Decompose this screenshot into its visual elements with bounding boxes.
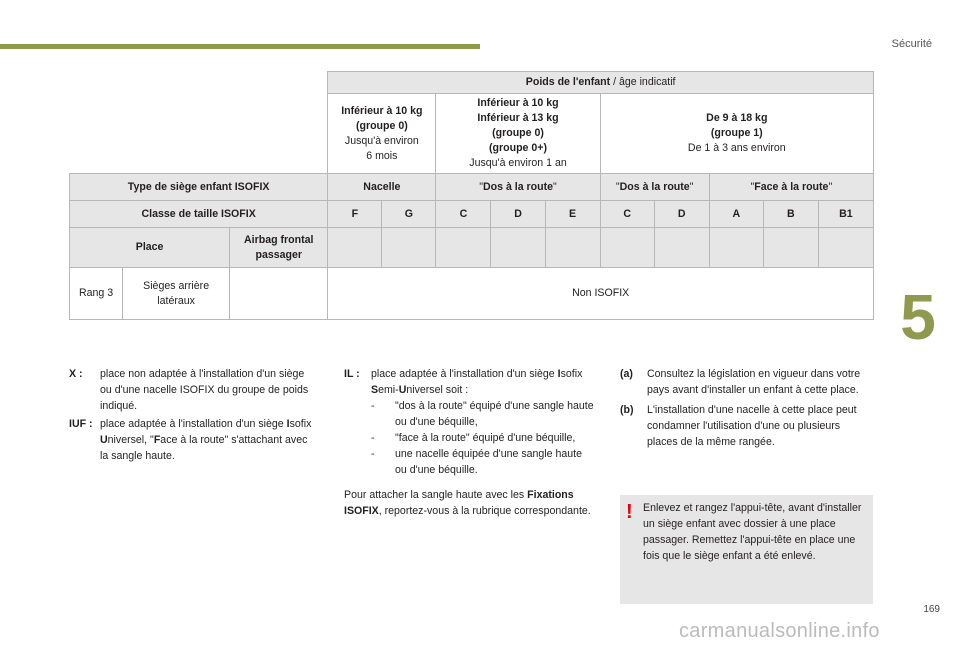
class-cell: B1 (818, 201, 873, 228)
group-0plus-header: Inférieur à 10 kg Inférieur à 13 kg (groupe 0) (groupe 0+) Jusqu'à environ 1 an (436, 94, 600, 174)
class-cell: F (328, 201, 382, 228)
note-b: (b) L'installation d'une nacelle à cette place peut condamner l'utilisation d'une ou plusieurs places de la même rangée. (620, 404, 857, 448)
class-cell: D (491, 201, 545, 228)
empty-cell (654, 228, 709, 268)
warning-text: Enlevez et rangez l'appui-tête, avant d'installer un siège enfant avec dossier à une place passager. Remettez l'appui-tête en place une fois que le siège enfant a été enlevé. (643, 502, 862, 562)
type-rear-facing: "Dos à la route" (436, 174, 600, 201)
class-label: Classe de taille ISOFIX (70, 201, 328, 228)
class-cell: C (436, 201, 491, 228)
class-cell: E (545, 201, 600, 228)
legend-x: X : place non adaptée à l'installation d'un siège ou d'une nacelle ISOFIX du groupe de poids indiqué. (69, 368, 309, 412)
note-a: (a) Consultez la législation en vigueur dans votre pays avant d'installer un enfant à cette place. (620, 368, 861, 396)
il-list-item: - "dos à la route" équipé d'une sangle haute ou d'une béquille, (371, 400, 594, 428)
warning-box (620, 495, 873, 604)
chapter-number: 5 (900, 281, 936, 353)
empty-cell (818, 228, 873, 268)
group-0-header: Inférieur à 10 kg (groupe 0) Jusqu'à environ 6 mois (328, 94, 436, 174)
seat-cell: Sièges arrière latéraux (123, 268, 230, 320)
type-label: Type de siège enfant ISOFIX (70, 174, 328, 201)
place-label: Place (70, 228, 230, 268)
group-1-header: De 9 à 18 kg (groupe 1) De 1 à 3 ans environ (600, 94, 873, 174)
class-cell: C (600, 201, 654, 228)
empty-cell (763, 228, 818, 268)
section-title: Sécurité (891, 38, 932, 50)
airbag-cell (230, 268, 328, 320)
airbag-label: Airbag frontal passager (230, 228, 328, 268)
weight-header: Poids de l'enfant / âge indicatif (328, 72, 874, 94)
empty-cell (491, 228, 545, 268)
legend-il: IL : place adaptée à l'installation d'un siège Isofix Semi-Universel soit : - "dos à la route" équipé d'une sangle haute ou d'une béquille, - "face à la route" équipé d'une béquille, - une nacelle équipée d'une sangle haute ou d'une béquille. (344, 368, 594, 476)
il-list-item: - "face à la route" équipé d'une béquille, (371, 432, 576, 444)
type-forward-facing: "Face à la route" (709, 174, 873, 201)
empty-cell (545, 228, 600, 268)
page-number: 169 (923, 604, 940, 615)
warning-icon: ! (626, 501, 633, 523)
type-nacelle: Nacelle (328, 174, 436, 201)
empty-cell (600, 228, 654, 268)
header-accent-bar (0, 44, 480, 49)
il-list-item: - une nacelle équipée d'une sangle haute ou d'une béquille. (371, 448, 582, 476)
class-cell: D (654, 201, 709, 228)
type-rear-facing-2: "Dos à la route" (600, 174, 709, 201)
isofix-table (69, 71, 874, 320)
watermark: carmanualsonline.info (679, 620, 880, 642)
class-cell: B (763, 201, 818, 228)
legend-column-1 (69, 366, 314, 464)
class-cell: G (382, 201, 436, 228)
empty-cell (382, 228, 436, 268)
empty-cell (328, 228, 382, 268)
legend-column-2 (344, 366, 594, 519)
empty-cell (709, 228, 763, 268)
legend-column-3 (620, 366, 872, 450)
rank-cell: Rang 3 (70, 268, 123, 320)
top-tether-note: Pour attacher la sangle haute avec les Fixations ISOFIX, reportez-vous à la rubrique correspondante. (344, 489, 591, 517)
legend-iuf: IUF : place adaptée à l'installation d'un siège Isofix Universel, "Face à la route" s'attachant avec la sangle haute. (69, 418, 312, 462)
non-isofix-cell: Non ISOFIX (328, 268, 874, 320)
empty-cell (436, 228, 491, 268)
class-cell: A (709, 201, 763, 228)
